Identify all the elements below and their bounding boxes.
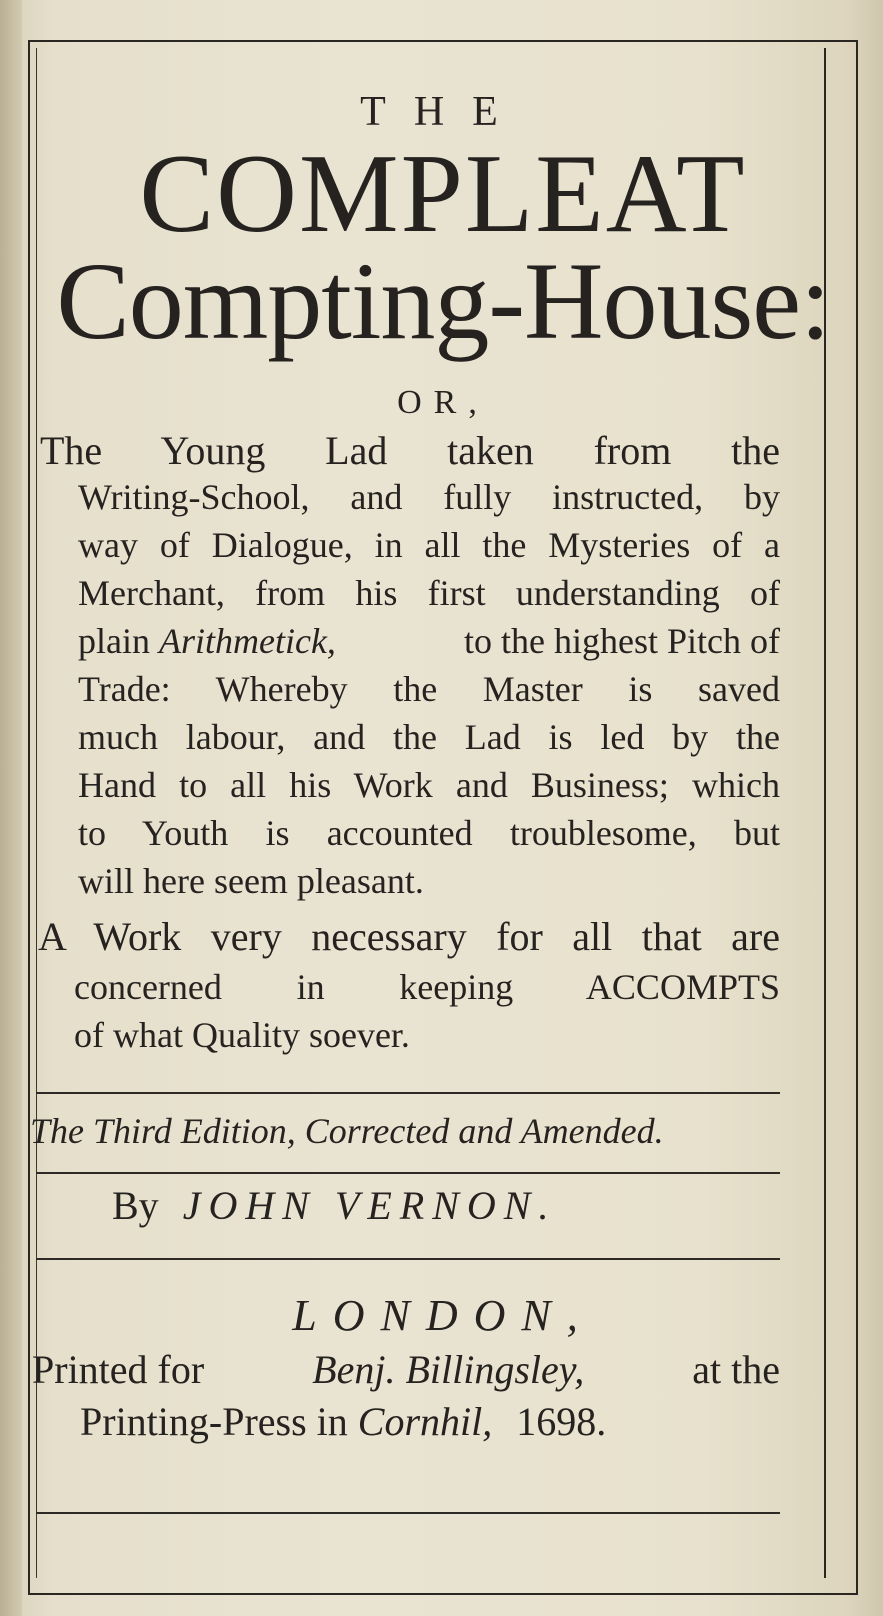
description-line: The Young Lad taken from the — [40, 428, 780, 473]
imprint-place: Cornhil, — [357, 1399, 493, 1444]
rule-bottom — [36, 1512, 780, 1514]
imprint-printer: Benj. Billingsley, — [312, 1347, 585, 1392]
imprint-city: LONDON, — [292, 1291, 594, 1340]
description-line: Writing-School, and fully instructed, by — [78, 477, 780, 517]
description-line: to Youth is accounted troublesome, but — [78, 813, 780, 853]
edition-statement: The Third Edition, Corrected and Amended. — [30, 1111, 664, 1151]
description-line: Merchant, from his first understanding of — [78, 573, 780, 613]
imprint-line-1 — [32, 1346, 780, 1393]
author-line — [112, 1182, 556, 1229]
description-line: much labour, and the Lad is led by the — [78, 717, 780, 757]
rule-below-edition — [36, 1172, 780, 1174]
imprint-year: 1698. — [516, 1399, 607, 1444]
description-word — [78, 618, 336, 664]
description-line: Hand to all his Work and Business; which — [78, 765, 780, 805]
imprint-printing-press: Printing-Press in — [80, 1399, 348, 1444]
author-by: By — [112, 1183, 159, 1228]
description-rest: to the highest Pitch of — [464, 621, 780, 661]
description-line: will here seem pleasant. — [78, 861, 424, 901]
imprint-at-the: at the — [692, 1347, 780, 1392]
rule-above-edition — [36, 1092, 780, 1094]
title-compting-house: Compting-House: — [56, 240, 830, 362]
description-plain: plain — [78, 621, 150, 661]
title-the: THE — [360, 89, 526, 135]
description-line — [78, 618, 780, 664]
book-gutter — [0, 0, 22, 1616]
rule-below-author — [36, 1258, 780, 1260]
description-line: way of Dialogue, in all the Mysteries of a — [78, 525, 780, 565]
description-arithmetick: Arithmetick, — [158, 621, 336, 661]
work-line: of what Quality soever. — [74, 1015, 410, 1055]
title-compleat: COMPLEAT — [139, 132, 747, 256]
imprint-line-2 — [80, 1398, 606, 1445]
work-line: A Work very necessary for all that are — [38, 914, 780, 959]
description-line: Trade: Whereby the Master is saved — [78, 669, 780, 709]
title-or: OR, — [397, 384, 489, 421]
work-line: concerned in keeping ACCOMPTS — [74, 967, 780, 1007]
imprint-printed-for: Printed for — [32, 1347, 205, 1392]
author-name: JOHN VERNON. — [182, 1183, 557, 1228]
